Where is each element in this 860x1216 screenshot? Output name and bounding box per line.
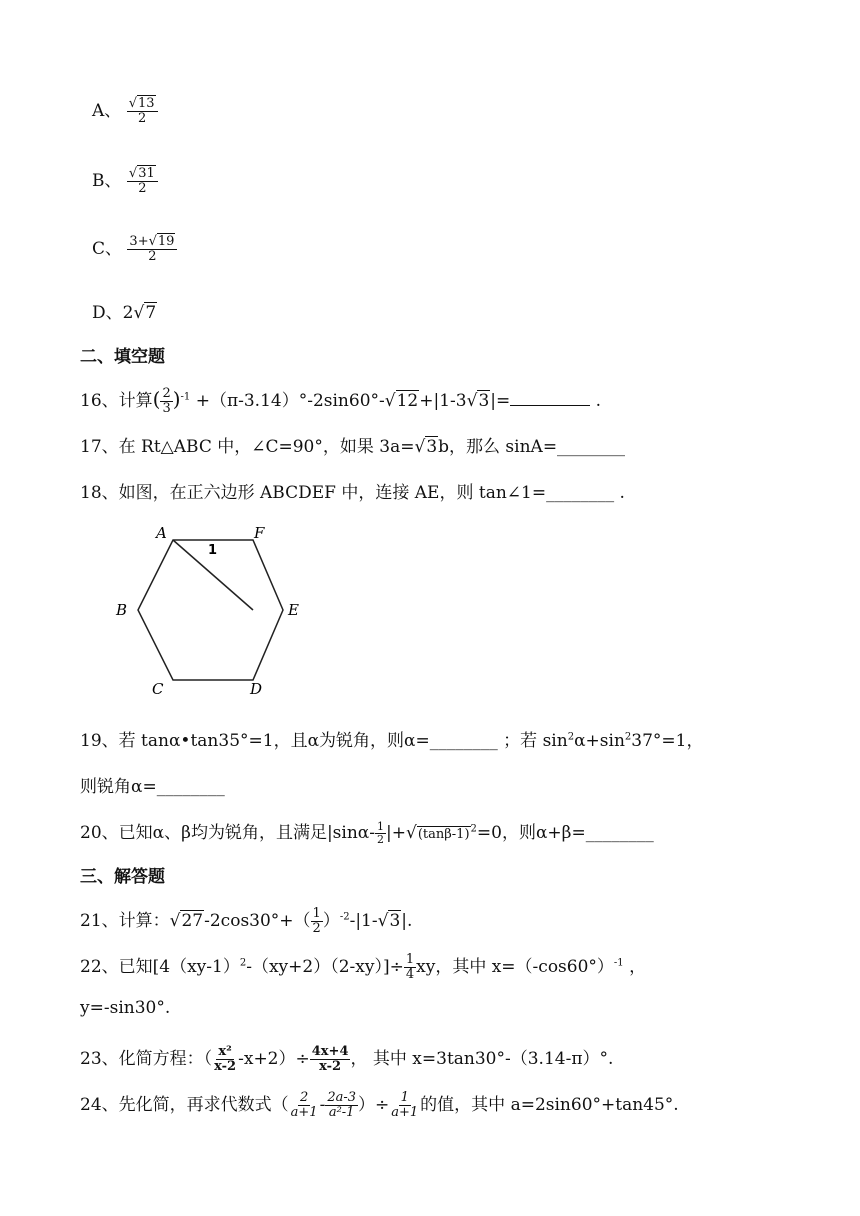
q21-text5: |. — [401, 911, 413, 931]
q23-text1: 23、化简方程：（ — [80, 1049, 213, 1069]
q22-exponent: -1 — [613, 957, 624, 969]
q23-text2: -x+2）÷ — [238, 1049, 310, 1069]
q22-frac-num: 1 — [405, 952, 415, 968]
question-22-line1 — [80, 952, 646, 982]
q16-exponent: -1 — [180, 391, 191, 403]
q21-rad3: 3 — [389, 911, 401, 931]
q16-end: . — [595, 391, 602, 411]
q24-f3-den: a+1 — [391, 1105, 419, 1120]
vertex-label-b: B — [116, 601, 128, 619]
q21-text1: 21、计算： — [80, 911, 170, 931]
option-d-radicand: 7 — [145, 303, 157, 323]
q20-half-num: 1 — [377, 820, 385, 834]
hexagon-figure — [108, 520, 308, 700]
vertex-label-f: F — [254, 524, 265, 542]
vertex-label-d: D — [250, 680, 263, 698]
q21-exponent: -2 — [339, 911, 350, 923]
q22-text3: xy，其中 x=（-cos60°） — [416, 957, 614, 977]
q23-frac1-den: x-2 — [214, 1059, 237, 1074]
option-a-label: A、 — [92, 101, 122, 121]
vertex-label-a: A — [156, 524, 167, 542]
q21-frac-num: 1 — [312, 906, 321, 922]
option-b-den: 2 — [138, 181, 147, 196]
q19-text3: 37°=1， — [631, 731, 704, 751]
option-b — [92, 166, 158, 196]
option-d-label: D、 — [92, 303, 123, 323]
q24-f2-den: a²-1 — [328, 1105, 355, 1120]
q22-frac-den: 4 — [405, 967, 415, 982]
option-a-den: 2 — [137, 111, 147, 126]
q20-text3: =0，则α+β=________ — [476, 823, 654, 843]
question-20: 20、已知α、β均为锐角，且满足|sinα- $\frac{1}{2}$ $|+√(\tan\beta-1)^2=0$，则α+β=________ — [80, 820, 654, 846]
q21-frac-den: 2 — [312, 921, 321, 936]
option-d-coef: 2 — [122, 303, 134, 323]
q17-text2: b，那么 sinA=________ — [438, 437, 626, 457]
q21-text4: -|1- — [349, 911, 378, 931]
q17-radicand: 3 — [426, 437, 438, 457]
option-b-fraction: $\frac{√31}{2}$ — [127, 167, 158, 195]
q19-sup1: 2 — [567, 731, 575, 743]
q20-radicand: (tanβ-1) — [417, 827, 470, 842]
section-fill-in-heading: 二、填空题 — [80, 347, 165, 367]
q19-sup2: 2 — [624, 731, 632, 743]
option-c — [92, 234, 177, 264]
option-a-radicand: 13 — [137, 96, 155, 112]
question-22-line2: y=-sin30°. — [80, 998, 171, 1018]
q21-rad27: 27 — [181, 911, 204, 931]
q20-text1: 20、已知α、β均为锐角，且满足|sinα- — [80, 823, 376, 843]
q24-text1: 24、先化简，再求代数式（ — [80, 1095, 289, 1115]
q23-text3: ， 其中 x=3tan30°-（3.14-π）°. — [350, 1049, 614, 1069]
q16-frac-den: 3 — [162, 401, 171, 416]
question-17: 17、在 Rt△ABC 中，∠C=90°，如果 3a=√3b，那么 sinA=________ — [80, 437, 626, 457]
q18-text: 18、如图，在正六边形 ABCDEF 中，连接 AE，则 tan∠1=________ . — [80, 483, 625, 503]
question-21: 21、计算：√27-2cos30°+（ $\frac{1}{2}$ ）$^{-2}$-|1-√3|. — [80, 906, 413, 936]
q16-part2: +（π-3.14）°-2sin60°- — [195, 391, 385, 411]
option-c-radicand: 19 — [157, 234, 175, 250]
option-a — [92, 96, 158, 126]
q16-frac-num: 2 — [162, 386, 171, 402]
q16-part3: +|1-3 — [419, 391, 467, 411]
option-c-fraction: $\frac{3+√19}{2}$ — [127, 235, 177, 263]
question-19-line2: 则锐角α=________ — [80, 777, 225, 797]
option-a-fraction: $\frac{√13}{2}$ — [127, 97, 158, 125]
q23-frac1-num: x² — [218, 1044, 232, 1060]
q21-text3: ） — [322, 911, 340, 931]
q20-half-den: 2 — [377, 833, 385, 846]
vertex-label-e: E — [288, 601, 299, 619]
option-c-den: 2 — [148, 249, 157, 264]
q24-text3: ）÷ — [358, 1095, 390, 1115]
question-18 — [80, 478, 625, 503]
q23-frac2-num: 4x+4 — [311, 1044, 349, 1060]
q23-frac2-den: x-2 — [319, 1059, 342, 1074]
q16-prefix: 16、计算 — [80, 391, 153, 411]
option-b-label: B、 — [92, 171, 122, 191]
hexagon-outline — [138, 540, 283, 680]
q16-answer-blank[interactable] — [510, 405, 590, 406]
q21-text2: -2cos30°+（ — [204, 911, 311, 931]
q17-text1: 17、在 Rt△ABC 中，∠C=90°，如果 3a= — [80, 437, 415, 457]
q22-text2: -（xy+2）（2-xy）]÷ — [246, 957, 404, 977]
q24-f1-num: 2 — [299, 1090, 309, 1106]
question-24 — [80, 1090, 679, 1120]
q22-text1: 22、已知[4（xy-1） — [80, 957, 240, 977]
q20-text2: |+ — [386, 823, 406, 843]
q16-rad3: 3 — [478, 391, 490, 411]
q19-text1: 19、若 tanα•tan35°=1，且α为锐角，则α=________ ；若 sin — [80, 731, 568, 751]
question-16: 16、计算( $\frac{2}{3}$ )$^{-1}$ +（π-3.14）°-2sin60°-√12+|1-3√3|= . — [80, 386, 602, 416]
option-c-prefix: 3+ — [129, 234, 149, 250]
q24-text4: 的值，其中 a=2sin60°+tan45°. — [420, 1095, 679, 1115]
q24-f1-den: a+1 — [290, 1105, 318, 1120]
section-solve-heading: 三、解答题 — [80, 867, 165, 887]
vertex-label-c: C — [152, 680, 164, 698]
q16-rad12: 12 — [396, 391, 419, 411]
q24-text2: - — [319, 1095, 326, 1115]
angle-label-1: 1 — [208, 543, 218, 558]
q22-sup: 2 — [239, 957, 247, 969]
question-23 — [80, 1044, 613, 1074]
question-19-line1 — [80, 726, 703, 751]
q24-f3-num: 1 — [400, 1090, 409, 1106]
q19-text2: α+sin — [574, 731, 625, 751]
option-c-label: C、 — [92, 239, 123, 259]
option-b-radicand: 31 — [138, 166, 155, 182]
q22-text4: ， — [623, 957, 647, 977]
q16-part4: |= — [490, 391, 511, 411]
option-d: D、2√7 — [92, 303, 157, 323]
q24-f2-num: 2a-3 — [327, 1090, 356, 1106]
q20-sup: 2 — [470, 823, 477, 835]
